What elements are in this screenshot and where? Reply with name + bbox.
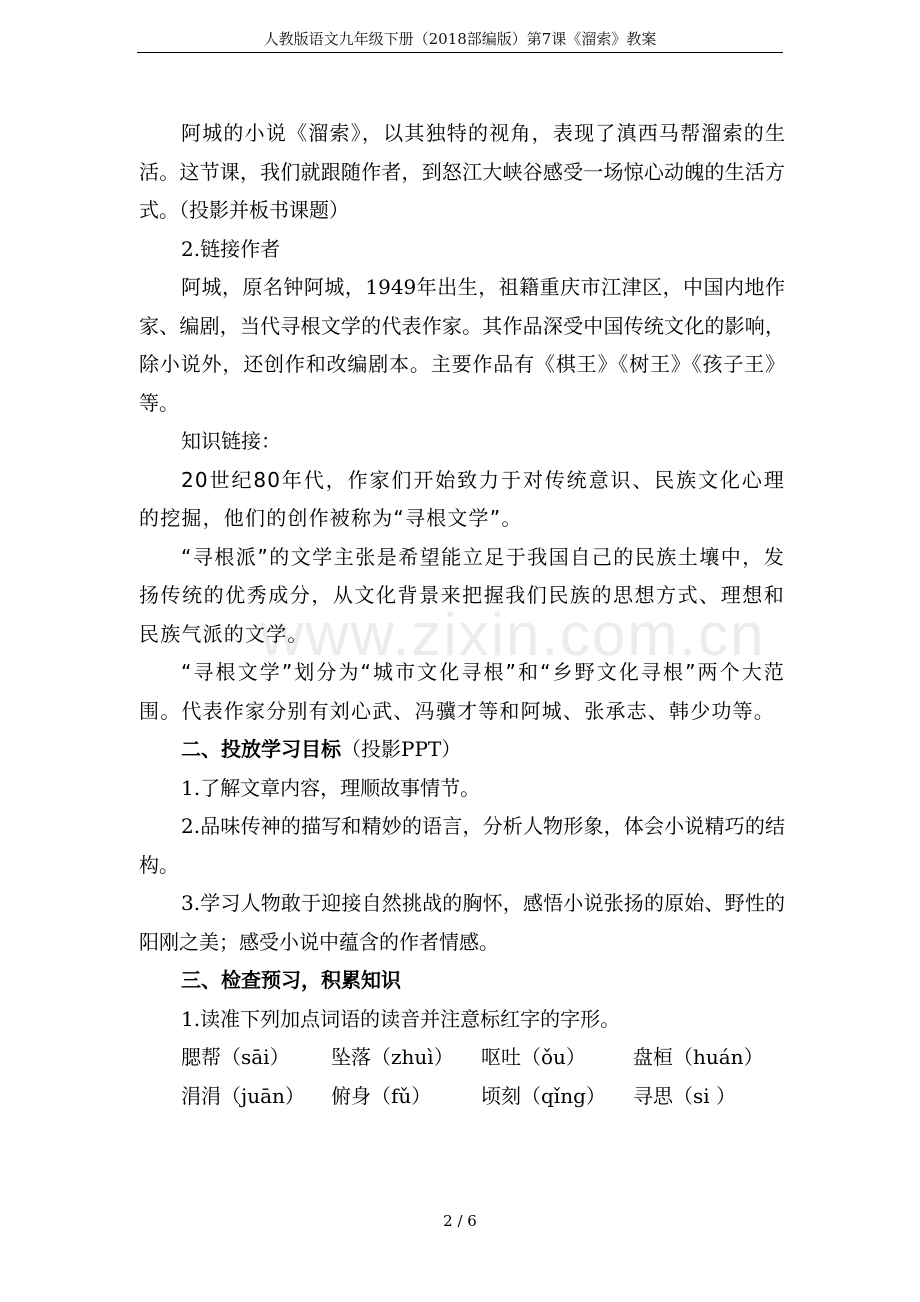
knowledge-paragraph-3: “寻根文学”划分为“城市文化寻根”和“乡野文化寻根”两个大范围。代表作家分别有刘心武、冯骥才等和阿城、张承志、韩少功等。 bbox=[139, 660, 785, 723]
document-body bbox=[139, 114, 785, 1115]
objective-item: 1.了解文章内容，理顺故事情节。 bbox=[181, 775, 481, 800]
intro-paragraph: 阿城的小说《溜索》，以其独特的视角，表现了滇西马帮溜索的生活。这节课，我们就跟随作者，到怒江大峡谷感受一场惊心动魄的生活方式。（投影并板书课题） bbox=[139, 121, 785, 222]
objective-item: 2.品味传神的描写和精妙的语言，分析人物形象，体会小说精巧的结构。 bbox=[139, 814, 785, 877]
objective-item: 3.学习人物敢于迎接自然挑战的胸怀，感悟小说张扬的原始、野性的阳刚之美；感受小说中蕴含的作者情感。 bbox=[139, 891, 785, 954]
vocab-word: 俯身（fǔ） bbox=[331, 1083, 432, 1108]
vocabulary-grid bbox=[139, 1038, 785, 1115]
vocab-word: 坠落（zhuì） bbox=[331, 1045, 454, 1069]
knowledge-link-label: 知识链接： bbox=[181, 429, 281, 453]
section2-heading bbox=[139, 730, 785, 769]
vocab-word: 顷刻（qǐng） bbox=[481, 1083, 606, 1108]
section3-heading: 三、检查预习，积累知识 bbox=[181, 968, 401, 992]
preview-item-1: 1.读准下列加点词语的读音并注意标红字的字形。 bbox=[181, 1006, 621, 1031]
vocab-word: 涓涓（juān） bbox=[181, 1083, 305, 1108]
knowledge-paragraph-1: 20世纪80年代，作家们开始致力于对传统意识、民族文化心理的挖掘，他们的创作被称为“寻根文学”。 bbox=[139, 467, 785, 530]
page-header: 人教版语文九年级下册（2018部编版）第7课《溜索》教案 bbox=[137, 27, 783, 53]
vocab-word: 寻思（si ） bbox=[633, 1083, 737, 1108]
page-number: 2 / 6 bbox=[443, 1212, 477, 1230]
subheading-author: 2.链接作者 bbox=[181, 236, 281, 261]
section2-note: （投影PPT） bbox=[341, 737, 462, 761]
watermark: www.zixin.com.cn bbox=[260, 601, 766, 668]
vocab-word: 呕吐（ǒu） bbox=[481, 1045, 586, 1069]
knowledge-paragraph-2: “寻根派”的文学主张是希望能立足于我国自己的民族土壤中，发扬传统的优秀成分，从文化背景来把握我们民族的思想方式、理想和民族气派的文学。 bbox=[139, 544, 785, 646]
section2-heading-text: 二、投放学习目标 bbox=[181, 737, 341, 761]
vocab-word: 腮帮（sāi） bbox=[181, 1045, 290, 1069]
vocab-word: 盘桓（huán） bbox=[633, 1045, 764, 1069]
author-paragraph: 阿城，原名钟阿城，1949年出生，祖籍重庆市江津区，中国内地作家、编剧，当代寻根文学的代表作家。其作品深受中国传统文化的影响，除小说外，还创作和改编剧本。主要作品有《棋王》《树王》《孩子王》等。 bbox=[139, 275, 785, 415]
